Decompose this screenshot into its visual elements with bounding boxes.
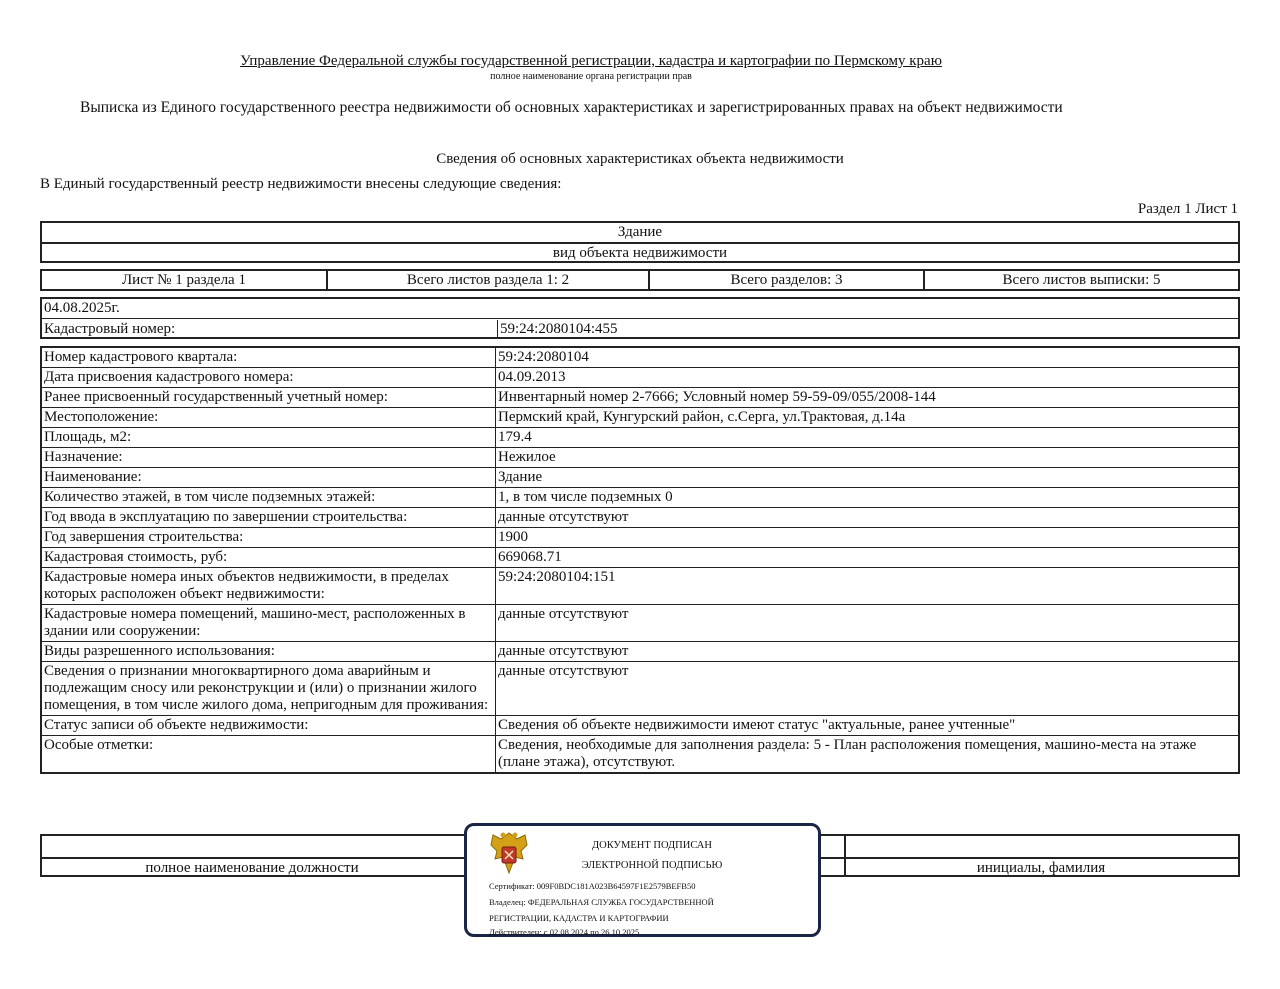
object-type-value: Здание [617, 224, 663, 240]
row-value: данные отсутствуют [496, 662, 1240, 716]
total-sections: Всего разделов: 3 [650, 271, 925, 289]
row-label: Наименование: [41, 468, 496, 488]
row-label: Назначение: [41, 448, 496, 468]
table-row [41, 548, 1239, 568]
coat-of-arms-icon [487, 829, 531, 882]
org-name: Управление Федеральной службы государственной регистрации, кадастра и картографии по Пермскому краю [240, 53, 942, 69]
table-row [41, 388, 1239, 408]
name-caption: инициалы, фамилия [976, 860, 1106, 876]
table-row [41, 528, 1239, 548]
table-row [41, 568, 1239, 605]
stamp-valid: Действителен: с 02.08.2024 по 26.10.2025 [489, 927, 640, 937]
table-row [41, 642, 1239, 662]
row-value: 1, в том числе подземных 0 [496, 488, 1240, 508]
row-value: 179.4 [496, 428, 1240, 448]
extract-title: Выписка из Единого государственного реестра недвижимости об основных характеристиках и зарегистрированных правах на объект недвижимости [80, 99, 1063, 116]
record-header [40, 297, 1240, 339]
row-label: Кадастровые номера иных объектов недвижимости, в пределах которых расположен объект недвижимости: [41, 568, 496, 605]
row-label: Год завершения строительства: [41, 528, 496, 548]
org-caption: полное наименование органа регистрации прав [490, 71, 692, 82]
table-row [41, 408, 1239, 428]
row-label: Дата присвоения кадастрового номера: [41, 368, 496, 388]
row-value: данные отсутствуют [496, 508, 1240, 528]
row-value: 1900 [496, 528, 1240, 548]
row-label: Количество этажей, в том числе подземных этажей: [41, 488, 496, 508]
position-caption: полное наименование должности [145, 860, 359, 876]
stamp-owner-2: РЕГИСТРАЦИИ, КАДАСТРА И КАРТОГРАФИИ [489, 913, 669, 923]
table-row [41, 468, 1239, 488]
electronic-signature-stamp [464, 823, 821, 937]
sheet-number: Лист № 1 раздела 1 [42, 271, 328, 289]
table-row [41, 488, 1239, 508]
row-value: Сведения, необходимые для заполнения раздела: 5 - План расположения помещения, машино-места на этаже (плане этажа), отсутствуют. [496, 736, 1240, 774]
intro-text: В Единый государственный реестр недвижимости внесены следующие сведения: [40, 176, 562, 192]
record-date: 04.08.2025г. [44, 300, 120, 316]
table-row [41, 736, 1239, 774]
table-row [41, 428, 1239, 448]
row-value: данные отсутствуют [496, 605, 1240, 642]
row-value: 04.09.2013 [496, 368, 1240, 388]
row-value: Инвентарный номер 2-7666; Условный номер 59-59-09/055/2008-144 [496, 388, 1240, 408]
row-value: 59:24:2080104:151 [496, 568, 1240, 605]
row-label: Ранее присвоенный государственный учетный номер: [41, 388, 496, 408]
total-section-sheets: Всего листов раздела 1: 2 [328, 271, 650, 289]
table-row [41, 508, 1239, 528]
row-label: Номер кадастрового квартала: [41, 347, 496, 368]
stamp-certificate: Сертификат: 009F0BDC181A023B64597F1E2579BEFB50 [489, 881, 696, 891]
total-extract-sheets: Всего листов выписки: 5 [1002, 272, 1161, 288]
stamp-line-1: ДОКУМЕНТ ПОДПИСАН [592, 840, 712, 851]
row-label: Особые отметки: [41, 736, 496, 774]
sheets-info-row [40, 269, 1240, 291]
row-value: 59:24:2080104 [496, 347, 1240, 368]
row-value: Нежилое [496, 448, 1240, 468]
row-label: Местоположение: [41, 408, 496, 428]
characteristics-table [40, 346, 1240, 774]
row-label: Статус записи об объекте недвижимости: [41, 716, 496, 736]
row-value: Здание [496, 468, 1240, 488]
table-row [41, 347, 1239, 368]
table-row [41, 716, 1239, 736]
object-type-caption: вид объекта недвижимости [552, 245, 728, 261]
row-label: Год ввода в эксплуатацию по завершении строительства: [41, 508, 496, 528]
stamp-owner-1: Владелец: ФЕДЕРАЛЬНАЯ СЛУЖБА ГОСУДАРСТВЕННОЙ [489, 897, 714, 907]
cadastral-number-value: 59:24:2080104:455 [497, 320, 618, 339]
table-row [41, 448, 1239, 468]
table-row [41, 605, 1239, 642]
row-label: Кадастровые номера помещений, машино-мест, расположенных в здании или сооружении: [41, 605, 496, 642]
table-row [41, 368, 1239, 388]
table-row [41, 662, 1239, 716]
object-type-box [40, 221, 1240, 263]
row-label: Сведения о признании многоквартирного дома аварийным и подлежащим сносу или реконструкции и (или) о признании жилого помещения, в том числе жилого дома, непригодным для проживания: [41, 662, 496, 716]
stamp-line-2: ЭЛЕКТРОННОЙ ПОДПИСЬЮ [581, 860, 723, 871]
section-title: Сведения об основных характеристиках объекта недвижимости [436, 151, 844, 167]
section-sheet-label: Раздел 1 Лист 1 [1137, 201, 1238, 217]
row-value: Пермский край, Кунгурский район, с.Серга, ул.Трактовая, д.14а [496, 408, 1240, 428]
cadastral-number-label: Кадастровый номер: [44, 321, 176, 337]
row-value: данные отсутствуют [496, 642, 1240, 662]
row-value: 669068.71 [496, 548, 1240, 568]
row-label: Виды разрешенного использования: [41, 642, 496, 662]
row-value: Сведения об объекте недвижимости имеют статус "актуальные, ранее учтенные" [496, 716, 1240, 736]
row-label: Площадь, м2: [41, 428, 496, 448]
row-label: Кадастровая стоимость, руб: [41, 548, 496, 568]
